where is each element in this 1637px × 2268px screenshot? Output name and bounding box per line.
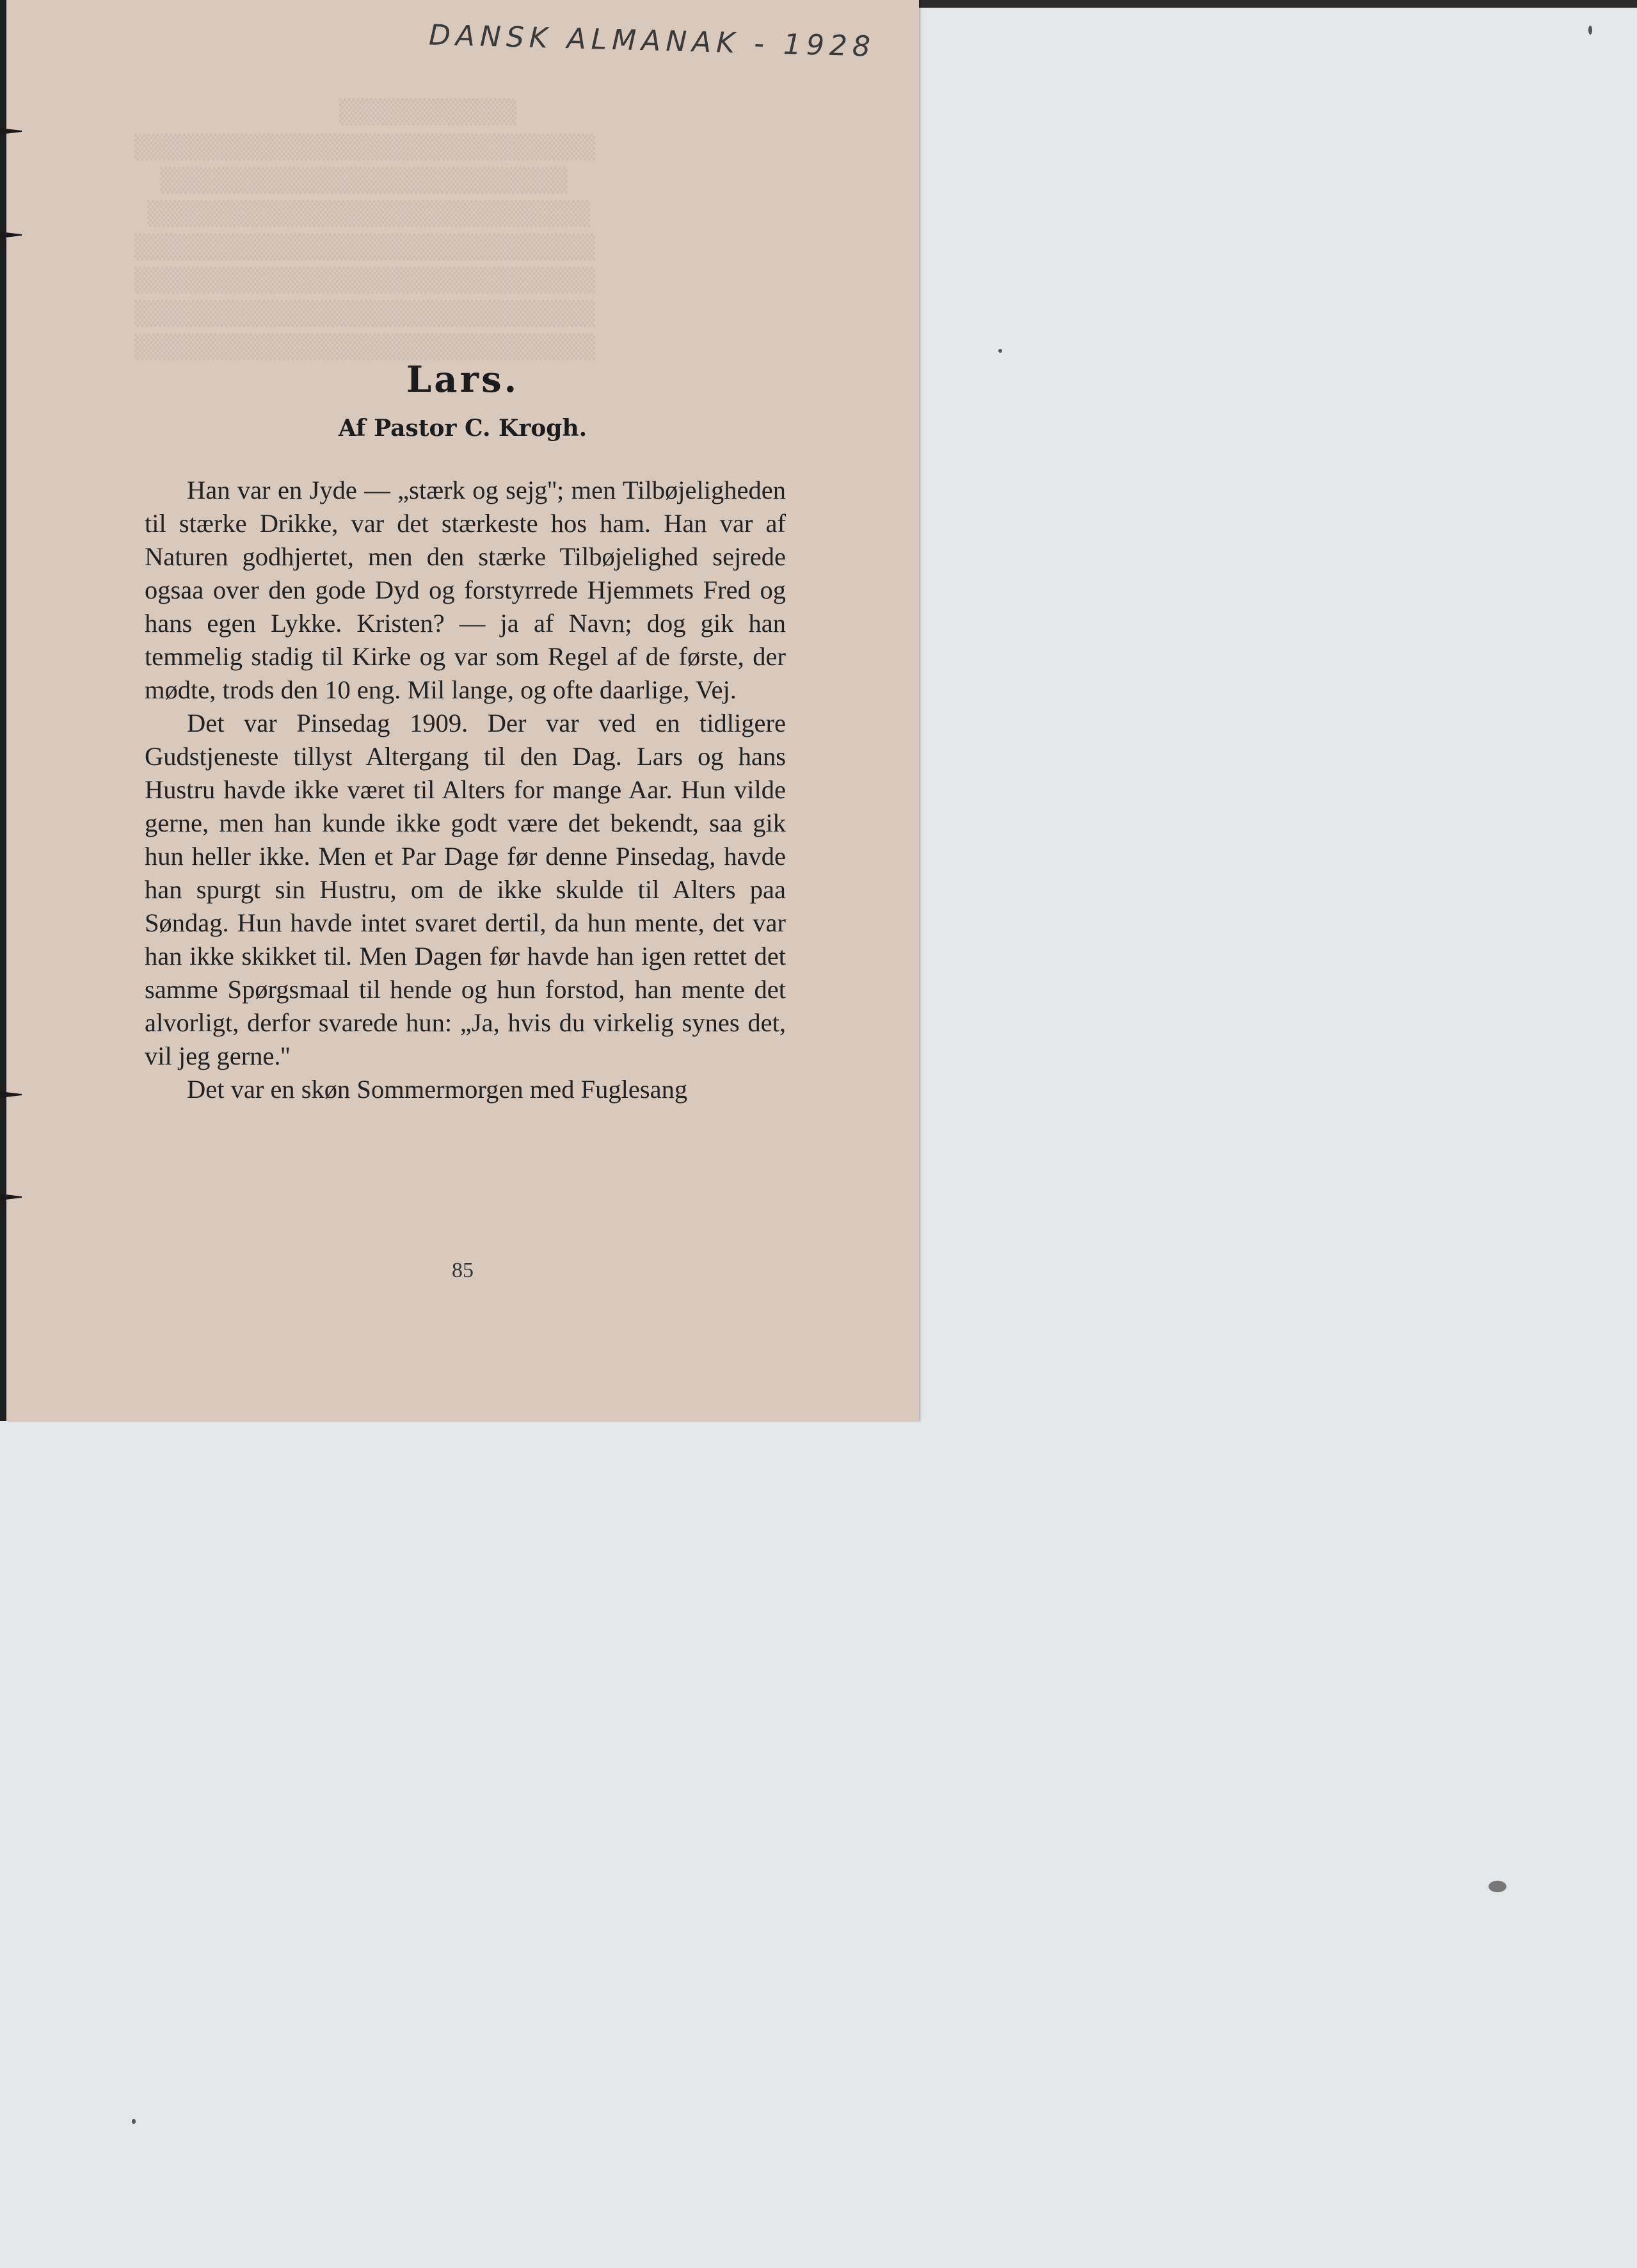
article-byline: Af Pastor C. Krogh.: [338, 415, 587, 442]
book-page: [6, 0, 919, 1421]
show-through-text: ▒▒▒▒▒▒▒▒▒▒▒▒▒▒▒▒▒▒▒▒▒▒▒▒▒: [147, 201, 591, 227]
paragraph: Det var en skøn Sommermorgen med Fuglesang: [187, 1075, 688, 1104]
show-through-text: ▒▒▒▒▒▒▒▒▒▒▒▒▒▒▒▒▒▒▒▒▒▒▒▒▒▒: [134, 234, 595, 261]
scanner-left-edge: [0, 0, 6, 1421]
show-through-text: ▒▒▒▒▒▒▒▒▒▒▒▒▒▒▒▒▒▒▒▒▒▒▒▒▒▒: [134, 334, 595, 360]
dust-speck: [998, 349, 1002, 353]
show-through-text: ▒▒▒▒▒▒▒▒▒▒▒▒▒▒▒▒▒▒▒▒▒▒▒▒▒▒: [134, 268, 595, 294]
dust-speck: [1489, 1881, 1506, 1892]
article-body: [145, 474, 786, 1106]
dust-speck: [1588, 26, 1592, 35]
paragraph: Han var en Jyde — „stærk og sejg''; men Tilbøjeligheden til stærke Drikke, var det stærkeste hos ham. Han var af Naturen godhjertet, men den stærke Tilbøjelighed sejrede ogsaa over den gode Dyd og forstyrrede Hjemmets Fred og hans egen Lykke. Kristen? — ja af Navn; dog gik han temmelig stadig til Kirke og var som Regel af de første, der mødte, trods den 10 eng. Mil lange, og ofte daarlige, Vej.: [145, 476, 786, 704]
dust-speck: [132, 2119, 136, 2124]
show-through-text: ▒▒▒▒▒▒▒▒▒▒▒▒▒▒▒▒▒▒▒▒▒▒▒: [160, 168, 568, 194]
page-number: 85: [452, 1259, 474, 1282]
article-title: Lars.: [406, 358, 520, 401]
scanner-top-edge: [919, 0, 1637, 8]
paragraph: Det var Pinsedag 1909. Der var ved en tidligere Gudstjeneste tillyst Altergang til den Dag. Lars og hans Hustru havde ikke været til Alters for mange Aar. Hun vilde gerne, men han kunde ikke godt være det bekendt, saa gik hun heller ikke. Men et Par Dage før denne Pinsedag, havde han spurgt sin Hustru, om de ikke skulde til Alters paa Søndag. Hun havde intet svaret dertil, da hun mente, det var han ikke skikket til. Men Dagen før havde han igen rettet det samme Spørgsmaal til hende og hun forstod, han mente det alvorligt, derfor svarede hun: „Ja, hvis du virkelig synes det, vil jeg gerne.'': [145, 709, 786, 1070]
show-through-text: ▒▒▒▒▒▒▒▒▒▒▒▒▒▒▒▒▒▒▒▒▒▒▒▒▒▒: [134, 134, 595, 161]
handwritten-note: DANSK ALMANAK - 1928: [428, 19, 876, 63]
show-through-text: ▒▒▒▒▒▒▒▒▒▒▒▒▒▒▒▒▒▒▒▒▒▒▒▒▒▒: [134, 301, 595, 327]
show-through-text: ▒▒▒▒▒▒▒▒▒▒: [339, 99, 516, 125]
